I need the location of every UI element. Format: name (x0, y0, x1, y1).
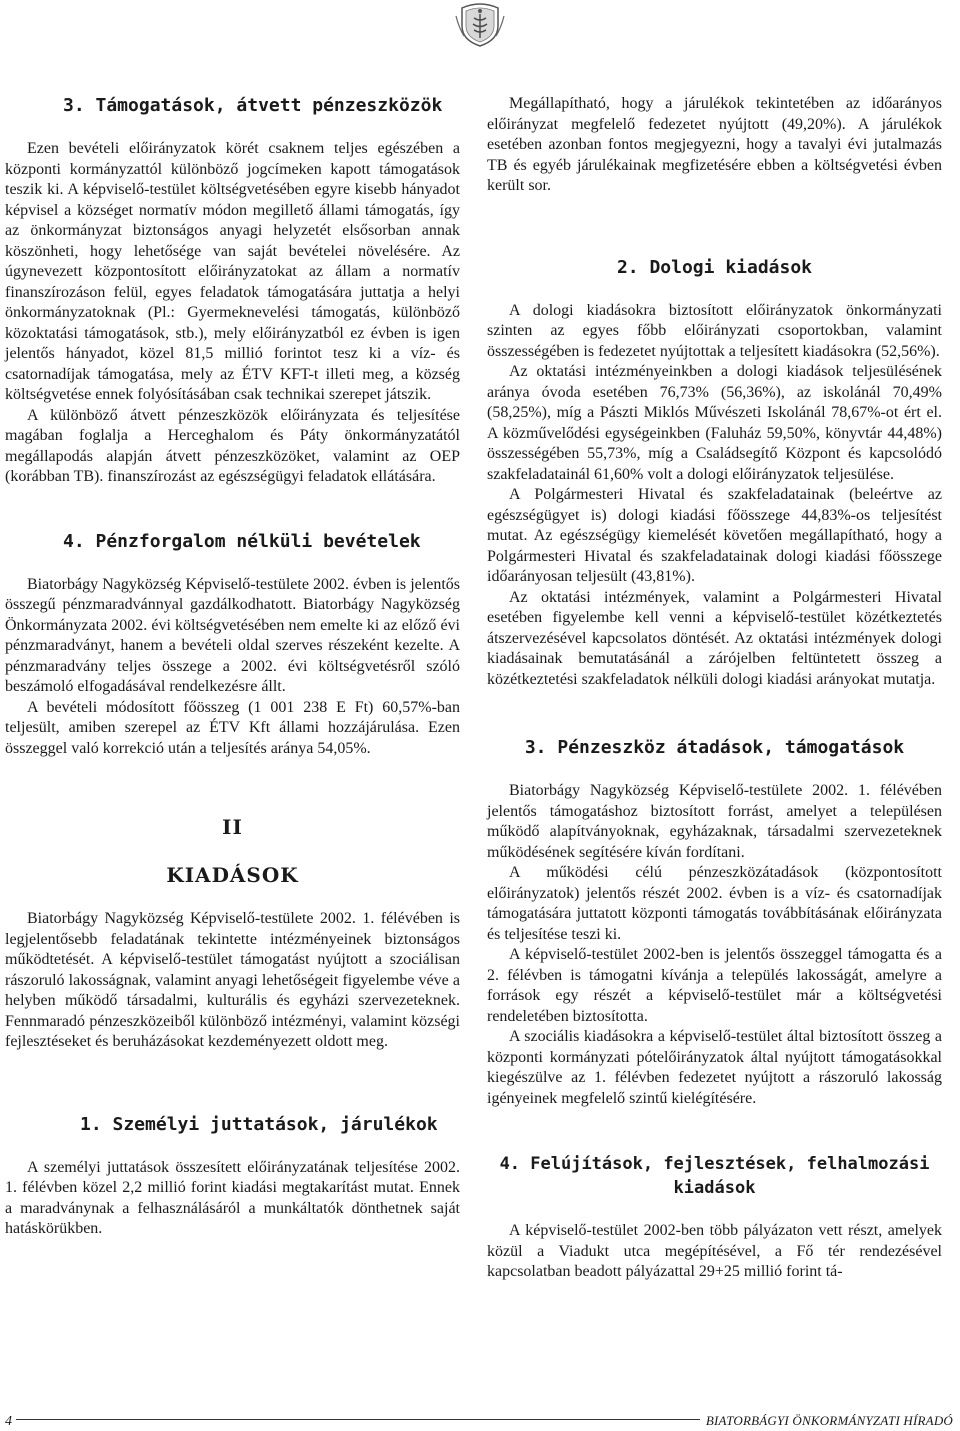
paragraph: A működési célú pénzeszközátadások (központosított előirányzatok) jelentős részét 2002. évben is a víz- és csatornadíjak támogatására juttatott központi támogatás továbbításának előirányzata és teljesítése teszi ki. (487, 864, 942, 943)
paragraph: Az oktatási intézményeinkben a dologi kiadások teljesülésének aránya óvoda esetében 76,73% (56,36%), az iskolánál 70,49% (58,25%), míg a Pászti Miklós Művészeti Iskolánál 78,67%-ot ért el. A közművelődési egységeinkben (Faluház 59,50%, könyvtár 44,48%) összességében 55,73%, míg a Családsegítő Központ és kapcsolódó szakfeladatainál 61,60% volt a dologi előirányzatok teljesülése. (487, 363, 942, 483)
paragraph: Biatorbágy Nagyközség Képviselő-testülete 2002. évben is jelentős összegű pénzmaradvánnyal gazdálkodhatott. Biatorbágy Nagyközség Önkormányzata 2002. évi költségvetésében nem emelte ki az előző évi pénzmaradványt, hanem a bevételi oldal szerves részeként kezelte. A pénzmaradvány teljes összege a 2002. évi költségvetésről szóló beszámoló elfogadásával rendelkezésre állt. (5, 575, 460, 695)
paragraph: Biatorbágy Nagyközség Képviselő-testülete 2002. 1. félévében jelentős támogatáshoz biztosított forrást, amelyet a településen működő alapítványoknak, egyházaknak, társadalmi szervezeteknek működésének segítésére kíván fordítani. (487, 782, 942, 861)
paragraph: Biatorbágy Nagyközség Képviselő-testülete 2002. 1. félévében is legjelentősebb feladatának tekintette intézményeinek biztonságos működtetését. A képviselő-testület támogatást nyújtott a szociálisan rászoruló lakosságnak, valamint anyagi lehetőségeit figyelembe véve a helyben működő társadalmi, kulturális és egyházi szervezeteknek. Fennmaradó pénzeszközeiből különböző intézményi, valamint községi fejlesztéseket és beruházásokat kezdeményezett oldott meg. (5, 910, 460, 1050)
part-number: II (222, 815, 243, 839)
section-heading: 2. Dologi kiadások (616, 256, 813, 278)
part-title: KIADÁSOK (166, 863, 299, 887)
paragraph: A képviselő-testület 2002-ben is jelentős összeggel támogatta és a 2. félévben is támogatni kívánja a település lakosságát, amelyre a források egy részét a képviselő-testület már a költségvetési rendeletében biztosította. (487, 946, 942, 1025)
paragraph: A Polgármesteri Hivatal és szakfeladatainak (beleértve az egészségügyet is) dologi kiadási főösszege 44,83%-os teljesítést mutat. Az egészségügy kiemelését követően megállapítható, hogy a Polgármesteri Hivatal és szakfeladatainak dologi kiadási főösszege időarányosan teljesült (43,81%). (487, 486, 942, 585)
section-heading: 3. Pénzeszköz átadások, támogatások (524, 737, 905, 758)
paragraph: Az oktatási intézmények, valamint a Polgármesteri Hivatal esetében figyelembe kell venni a képviselő-testület közétkeztetés átszervezésével kapcsolatos döntését. Az oktatási intézmények dologi kiadásainak bemutatásánál a zárójelben feltüntetett összeg a közétkeztetési szakfeladatok nélküli dologi kiadási arányokat mutatja. (487, 588, 942, 688)
section-heading: 4. Felújítások, fejlesztések, felhalmozási kiadások (499, 1154, 930, 1198)
paragraph: A bevételi módosított főösszeg (1 001 238 E Ft) 60,57%-ban teljesült, amiben szerepel az ÉTV Kft állami hozzájárulása. Ezen összeggel való korrekció után a teljesítés aránya 54,05%. (5, 698, 460, 757)
paragraph: A személyi juttatások összesített előirányzatának teljesítése 2002. 1. félévben közel 2,2 millió forint kiadási megtakarítást mutat. Ennek a maradványnak a felhasználásáról a munkáltatók dönthetnek saját hatáskörükben. (5, 1158, 460, 1237)
paragraph: A szociális kiadásokra a képviselő-testület által biztosított összeg a központi kormányzati pótelőirányzatok által nyújtott támogatásokkal kiegészülve az 1. félévben fedezetet nyújtott a rászoruló lakosság igényeinek megfelelő szintű kielégítésére. (487, 1028, 942, 1107)
page-number: 4 (5, 1414, 16, 1430)
section-heading: 1. Személyi juttatások, járulékok (80, 1113, 438, 1135)
left-column (5, 94, 460, 1240)
paragraph: Megállapítható, hogy a járulékok tekintetében az időarányos előirányzat megfelelő fedezetet nyújtott (49,20%). A járulékok esetében azonban fontos megjegyezni, hogy a tavalyi évi jutalmazás TB és egyéb járulékainak megfizetésére ebben a költségvetési évben került sor. (487, 95, 942, 194)
coat-of-arms-icon (454, 2, 506, 48)
section-heading: 4. Pénzforgalom nélküli bevételek (63, 530, 421, 552)
paragraph: Ezen bevételi előirányzatok körét csaknem teljes egészében a központi kormányzattól különböző jogcímeken kapott támogatások teszik ki. A képviselő-testület költségvetésében egyre kisebb hányadot képvisel a községet normatív módon megillető állami támogatás, így az önkormányzat biztonságos anyagi helyzetét elsősorban annak köszönheti, hogy lehetősége van saját bevételei növelésére. Az úgynevezett központosított előirányzatokat az állam a normatív finanszírozáson felül, egyes feladatok támogatására juttatja a helyi önkormányzatoknak (Pl.: Gyermeknevelési támogatás, különböző közoktatási támogatások, stb.), mely előirányzatból ez évben is igen jelentős hányadot, közel 81,5 millió forintot tesz ki a víz- és csatornadíjak támogatása, mely az ÉTV KFT-t illeti meg, a község költségvetése ennek folyósításában csak technikai szerepet játszik. (5, 140, 460, 403)
paragraph: A dologi kiadásokra biztosított előirányzatok önkormányzati szinten az egyes főbb előirányzati csoportokban, valamint összességében is fedezetet nyújtottak a teljesített kiadásokra (52,56%). (487, 301, 942, 360)
paragraph: A képviselő-testület 2002-ben több pályázaton vett részt, amelyek közül a Viadukt utca megépítésével, a Fő tér rendezésével kapcsolatban beadott pályázattal 29+25 millió forint tá- (487, 1222, 942, 1280)
section-heading: 3. Támogatások, átvett pénzeszközök (63, 95, 443, 116)
paragraph: A különböző átvett pénzeszközök előirányzata és teljesítése magában foglalja a Herceghalom és Páty önkormányzatától megállapodás alapján átvett pénzeszközöket, valamint az OEP (korábban TB). finanszírozást az egészségügyi feladatok ellátására. (5, 406, 460, 485)
journal-name: BIATORBÁGYI ÖNKORMÁNYZATI HÍRADÓ (700, 1413, 953, 1429)
right-column (487, 94, 942, 1283)
